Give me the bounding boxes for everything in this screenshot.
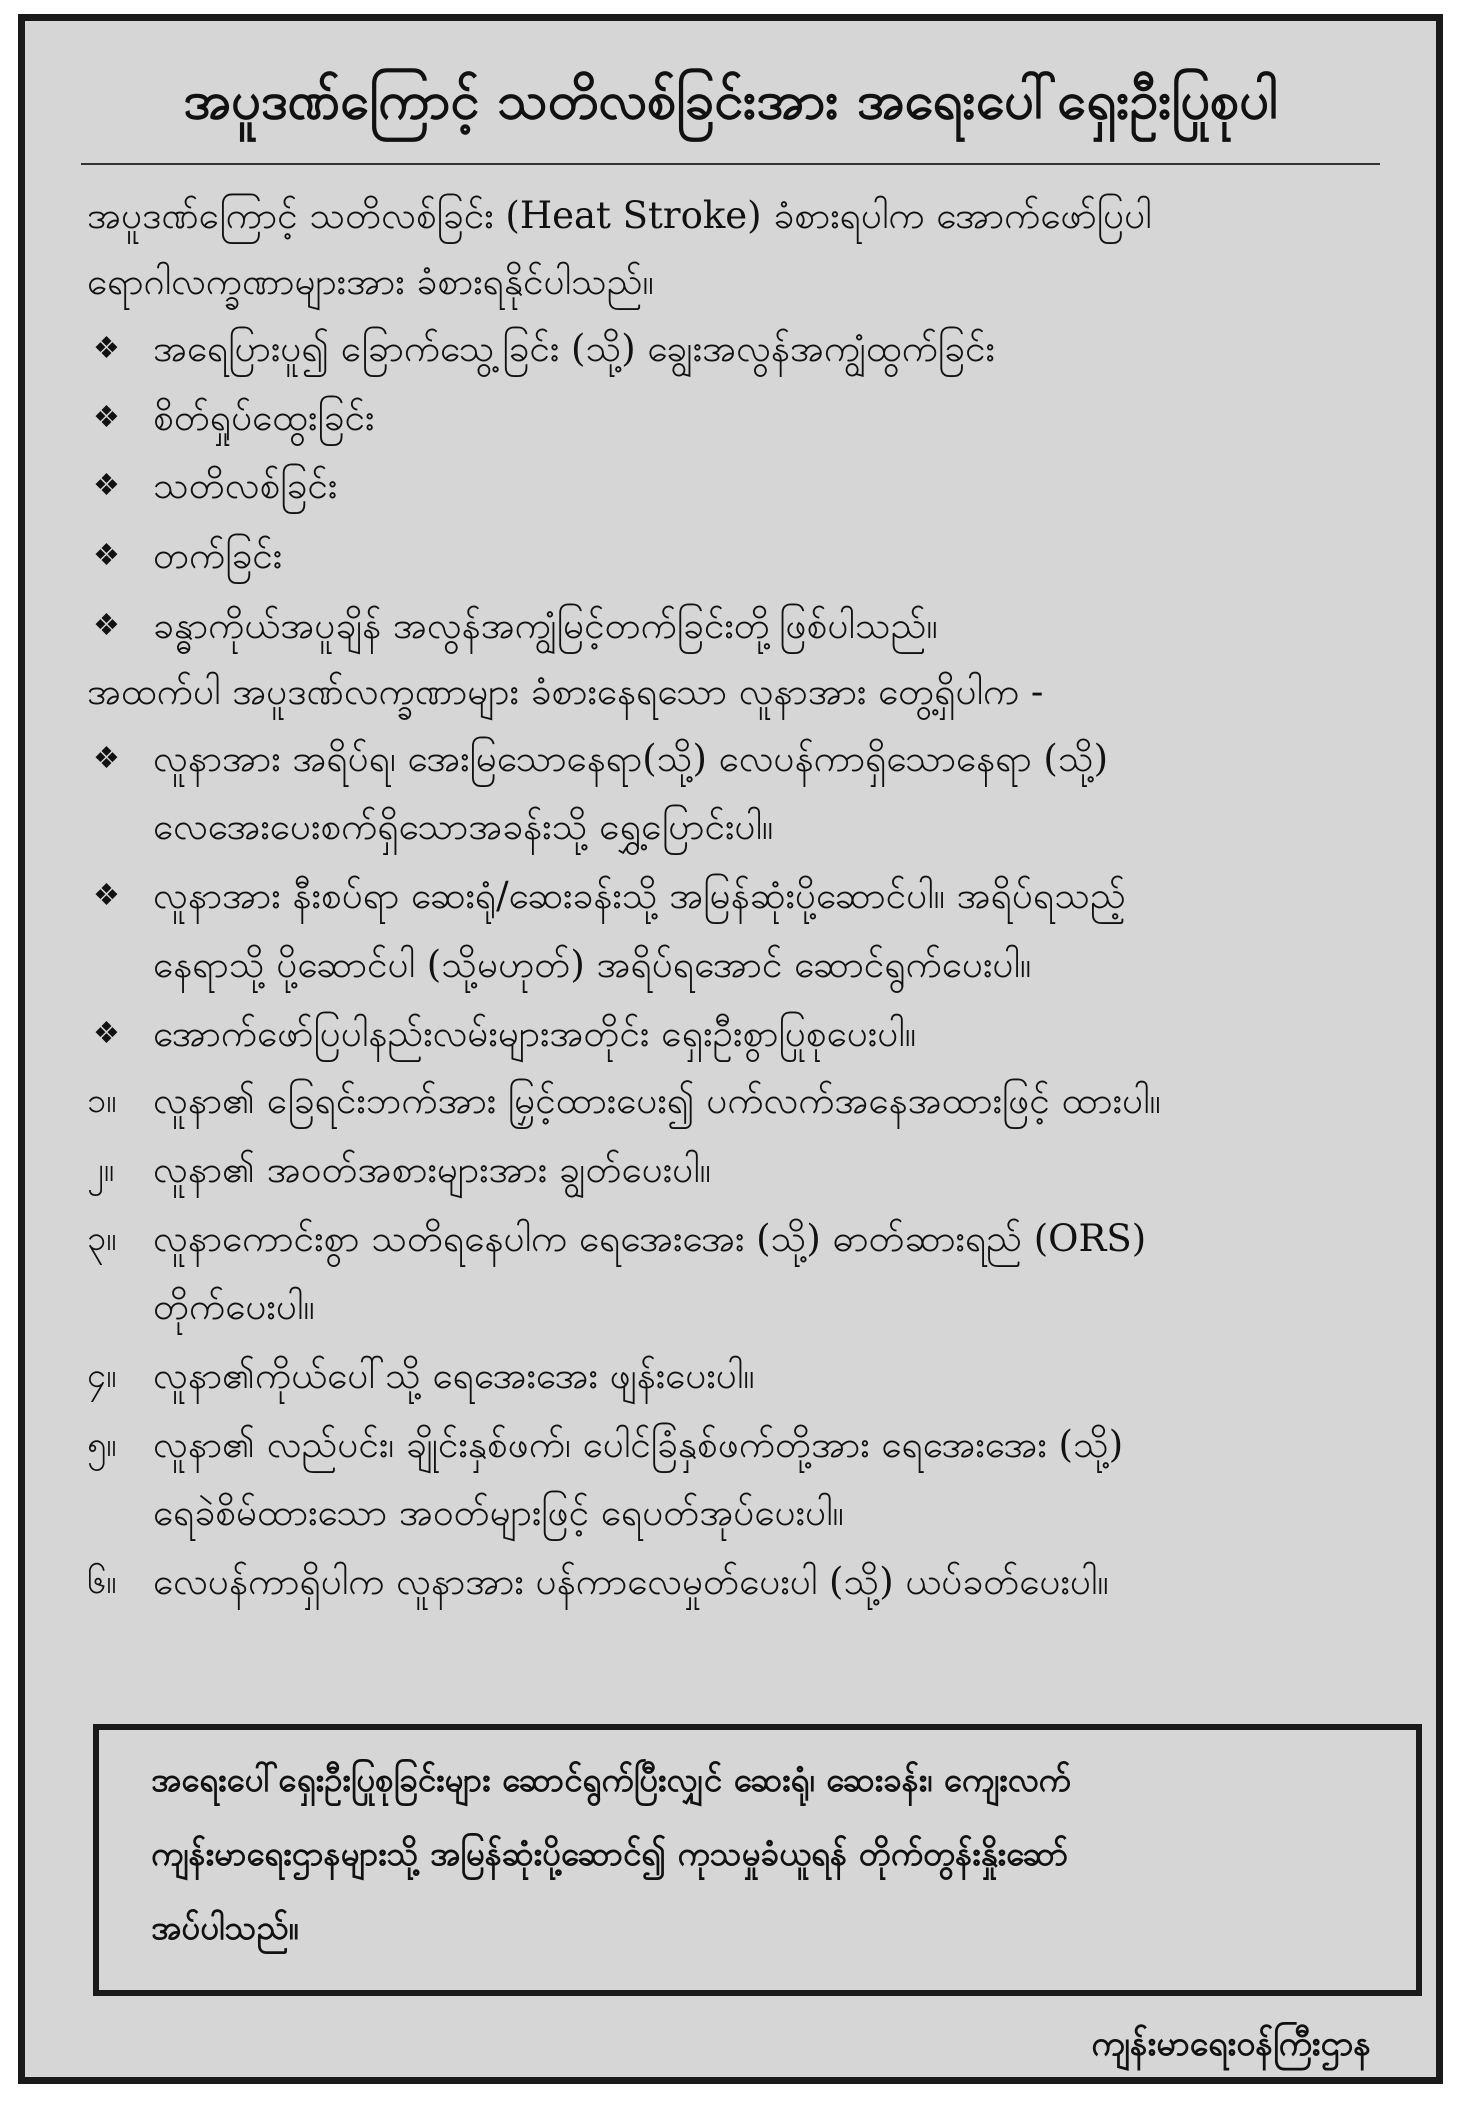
- note-line: ကျန်းမာရေးဌာနများသို့ အမြန်ဆုံးပို့ဆောင်၍ ကုသမှုခံယူရန် တိုက်တွန်းနှိုးဆော်: [151, 1834, 1069, 1873]
- bullet-icon: ❖: [93, 741, 120, 776]
- step-text: လေပန်ကာရှိပါက လူနာအား ပန်ကာလေမှုတ်ပေးပါ (သို့) ယပ်ခတ်ပေးပါ။: [153, 1560, 1109, 1603]
- notice-title: အပူဒဏ်ကြောင့် သတိလစ်ခြင်းအား အရေးပေါ်ရှေးဦးပြုစုပါ: [183, 71, 1278, 131]
- intro-line-1: အပူဒဏ်ကြောင့် သတိလစ်ခြင်း (Heat Stroke) ခံစားရပါက အောက်ဖော်ပြပါ: [87, 194, 1152, 237]
- note-line: အရေးပေါ်ရှေးဦးပြုစုခြင်းများ ဆောင်ရွက်ပြီးလျှင် ဆေးရုံ၊ ဆေးခန်း၊ ကျေးလက်: [151, 1760, 1071, 1799]
- bullet-icon: ❖: [93, 538, 120, 573]
- step-text: လူနာ၏ အဝတ်အစားများအား ချွတ်ပေးပါ။: [153, 1148, 711, 1191]
- step-text: လူနာ၏ ခြေရင်းဘက်အား မြှင့်ထားပေး၍ ပက်လက်အနေအထားဖြင့် ထားပါ။: [153, 1079, 1161, 1122]
- bullet-icon: ❖: [93, 400, 120, 435]
- bullet-icon: ❖: [93, 331, 120, 366]
- bullet-icon: ❖: [93, 878, 120, 913]
- advisory-note-box: [93, 1724, 1422, 1996]
- step-text: တိုက်ပေးပါ။: [153, 1285, 315, 1328]
- title-divider: [81, 163, 1380, 165]
- note-line: အပ်ပါသည်။: [151, 1908, 299, 1947]
- notice-frame: [18, 14, 1443, 2084]
- step-number: ၂။: [87, 1150, 114, 1190]
- action-item-line: နေရာသို့ ပို့ဆောင်ပါ (သို့မဟုတ်) အရိပ်ရအောင် ဆောင်ရွက်ပေးပါ။: [153, 943, 1032, 986]
- step-number: ၄။: [87, 1356, 117, 1396]
- symptom-item: စိတ်ရှုပ်ထွေးခြင်း: [153, 396, 375, 439]
- step-number: ၁။: [87, 1081, 117, 1121]
- bullet-icon: ❖: [93, 468, 120, 503]
- symptom-item: ခန္ဓာကိုယ်အပူချိန် အလွန်အကျွံမြင့်တက်ခြင်းတို့ဖြစ်ပါသည်။: [153, 604, 938, 647]
- symptom-item: အရေပြားပူ၍ ခြောက်သွေ့ခြင်း (သို့) ချွေးအလွန်အကျွံထွက်ခြင်း: [153, 327, 995, 370]
- step-text: လူနာကောင်းစွာ သတိရနေပါက ရေအေးအေး (သို့) ဓာတ်ဆားရည် (ORS): [153, 1217, 1147, 1260]
- intro-line-2: ရောဂါလက္ခဏာများအား ခံစားရနိုင်ပါသည်။: [87, 260, 654, 303]
- symptom-item: တက်ခြင်း: [153, 534, 283, 577]
- action-item-line: လေအေးပေးစက်ရှိသောအခန်းသို့ ရွှေ့ပြောင်းပါ။: [153, 805, 774, 848]
- symptom-item: သတိလစ်ခြင်း: [153, 464, 338, 507]
- step-text: လူနာ၏ လည်ပင်း၊ ချိုင်းနှစ်ဖက်၊ ပေါင်ခြံနှစ်ဖက်တို့အား ရေအေးအေး (သို့): [153, 1423, 1124, 1466]
- bullet-icon: ❖: [93, 608, 120, 643]
- step-number: ၃။: [87, 1219, 117, 1259]
- step-text: လူနာ၏ကိုယ်ပေါ်သို့ ရေအေးအေး ဖျန်းပေးပါ။: [153, 1354, 755, 1397]
- action-item-line: လူနာအား အရိပ်ရ၊ အေးမြသောနေရာ(သို့) လေပန်ကာရှိသောနေရာ (သို့): [153, 737, 1109, 780]
- step-text: ရေခဲစိမ်ထားသော အဝတ်များဖြင့် ရေပတ်အုပ်ပေးပါ။: [153, 1491, 844, 1534]
- lead-in-text: အထက်ပါ အပူဒဏ်လက္ခဏာများ ခံစားနေရသော လူနာအား တွေ့ရှိပါက -: [87, 670, 1044, 713]
- step-number: ၆။: [87, 1562, 117, 1602]
- bullet-icon: ❖: [93, 1016, 120, 1051]
- action-item-line: လူနာအား နီးစပ်ရာ ဆေးရုံ/ဆေးခန်းသို့ အမြန်ဆုံးပို့ဆောင်ပါ။ အရိပ်ရသည့်: [153, 874, 1126, 917]
- issuer-signature: ကျန်းမာရေးဝန်ကြီးဌာန: [1091, 2024, 1371, 2064]
- action-item-line: အောက်ဖော်ပြပါနည်းလမ်းများအတိုင်း ရှေးဦးစွာပြုစုပေးပါ။: [153, 1012, 916, 1055]
- step-number: ၅။: [87, 1425, 117, 1465]
